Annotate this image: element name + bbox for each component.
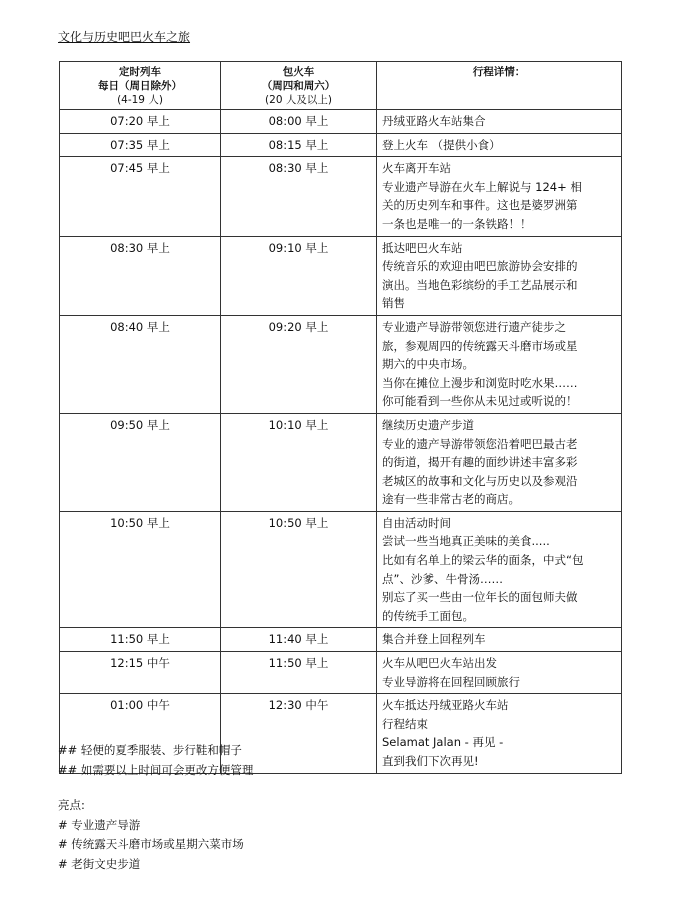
scheduled-time-cell: 12:15 中午 xyxy=(60,652,221,694)
header-charter-train-title: 包火车 xyxy=(282,66,315,78)
detail-line: Selamat Jalan - 再见 - xyxy=(382,735,504,750)
charter-time-cell: 10:10 早上 xyxy=(221,413,377,511)
scheduled-time-cell: 08:30 早上 xyxy=(60,236,221,315)
charter-time-cell: 10:50 早上 xyxy=(221,511,377,628)
notes xyxy=(58,740,253,780)
detail-line: 直到我们下次再见! xyxy=(382,754,479,768)
highlights xyxy=(58,796,244,874)
details-cell xyxy=(377,694,622,773)
header-charter-train xyxy=(221,62,377,110)
detail-line: 老城区的故事和文化与历史以及参观沿 xyxy=(382,473,578,488)
table-row xyxy=(60,628,622,652)
charter-time-cell: 12:30 中午 xyxy=(221,694,377,773)
header-scheduled-train-size: (4-19 人) xyxy=(117,94,163,106)
detail-line: 别忘了买一些由一位年长的面包师夫做 xyxy=(382,590,578,605)
details-cell xyxy=(377,133,622,157)
details-cell xyxy=(377,315,622,413)
charter-time-cell: 09:20 早上 xyxy=(221,315,377,413)
detail-line: 演出。当地色彩缤纷的手工艺品展示和 xyxy=(382,277,578,292)
scheduled-time-cell: 09:50 早上 xyxy=(60,413,221,511)
detail-line: 专业遗产导游在火车上解说与 124+ 相 xyxy=(382,179,582,194)
note-line: ## 轻便的夏季服装、步行鞋和帽子 xyxy=(58,743,242,757)
header-scheduled-train xyxy=(60,62,221,110)
detail-line: 传统音乐的欢迎由吧巴旅游协会安排的 xyxy=(382,259,578,274)
charter-time-cell: 08:30 早上 xyxy=(221,157,377,236)
table-row xyxy=(60,511,622,628)
scheduled-time-cell: 10:50 早上 xyxy=(60,511,221,628)
header-charter-train-size: (20 人及以上) xyxy=(265,94,332,106)
details-cell xyxy=(377,511,622,628)
charter-time-cell: 08:15 早上 xyxy=(221,133,377,157)
highlight-item: # 专业遗产导游 xyxy=(58,817,141,832)
table-row xyxy=(60,110,622,134)
detail-line: 旅，参观周四的传统露天斗磨市场或星 xyxy=(382,338,578,353)
detail-line: 火车从吧巴火车站出发 xyxy=(382,656,497,671)
table-row xyxy=(60,157,622,236)
detail-line: 继续历史遗产步道 xyxy=(382,417,474,432)
header-scheduled-train-title: 定时列车 xyxy=(119,66,161,78)
detail-line: 自由活动时间 xyxy=(382,515,451,530)
detail-line: 专业遗产导游带领您进行遗产徒步之 xyxy=(382,319,566,334)
detail-line: 集合并登上回程列车 xyxy=(382,632,486,647)
table-row xyxy=(60,315,622,413)
table-row xyxy=(60,652,622,694)
table-row xyxy=(60,413,622,511)
detail-line: 当你在摊位上漫步和浏览时吃水果…… xyxy=(382,375,578,390)
detail-line: 一条也是唯一的一条铁路！！ xyxy=(382,216,532,231)
detail-line: 点”、沙爹、牛骨汤…… xyxy=(382,571,503,586)
highlights-heading: 亮点: xyxy=(58,798,85,812)
detail-line: 登上火车 （提供小食） xyxy=(382,137,501,152)
itinerary-table xyxy=(59,61,622,774)
charter-time-cell: 08:00 早上 xyxy=(221,110,377,134)
header-scheduled-train-days: 每日（周日除外） xyxy=(98,80,182,92)
highlight-item: # 传统露天斗磨市场或星期六菜市场 xyxy=(58,837,244,851)
scheduled-time-cell: 11:50 早上 xyxy=(60,628,221,652)
details-cell xyxy=(377,157,622,236)
detail-line: 比如有名单上的梁云华的面条，中式“包 xyxy=(382,553,584,568)
detail-line: 尝试一些当地真正美味的美食..... xyxy=(382,534,550,549)
scheduled-time-cell: 07:35 早上 xyxy=(60,133,221,157)
details-cell xyxy=(377,652,622,694)
detail-line: 抵达吧巴火车站 xyxy=(382,240,463,255)
detail-line: 专业导游将在回程回顾旅行 xyxy=(382,674,520,689)
scheduled-time-cell: 07:20 早上 xyxy=(60,110,221,134)
detail-line: 销售 xyxy=(382,296,405,311)
detail-line: 关的历史列车和事件。这也是婆罗洲第 xyxy=(382,198,578,213)
detail-line: 丹绒亚路火车站集合 xyxy=(382,114,486,128)
charter-time-cell: 11:50 早上 xyxy=(221,652,377,694)
details-cell xyxy=(377,110,622,134)
table-header-row xyxy=(60,62,622,110)
detail-line: 的街道，揭开有趣的面纱讲述丰富多彩 xyxy=(382,455,578,470)
table-row xyxy=(60,133,622,157)
header-details-title: 行程详情： xyxy=(472,66,526,78)
details-cell xyxy=(377,236,622,315)
header-details xyxy=(377,62,622,110)
detail-line: 期六的中央市场。 xyxy=(382,357,474,372)
charter-time-cell: 09:10 早上 xyxy=(221,236,377,315)
document-title: 文化与历史吧巴火车之旅 xyxy=(58,30,191,44)
detail-line: 专业的遗产导游带领您沿着吧巴最古老 xyxy=(382,436,578,451)
scheduled-time-cell: 07:45 早上 xyxy=(60,157,221,236)
detail-line: 途有一些非常古老的商店。 xyxy=(382,492,520,507)
header-charter-train-days: （周四和周六） xyxy=(261,80,336,92)
scheduled-time-cell: 08:40 早上 xyxy=(60,315,221,413)
table-row xyxy=(60,236,622,315)
highlight-item: # 老街文史步道 xyxy=(58,856,141,871)
charter-time-cell: 11:40 早上 xyxy=(221,628,377,652)
note-line: ## 如需要以上时间可会更改方便管理 xyxy=(58,763,254,777)
detail-line: 火车抵达丹绒亚路火车站 xyxy=(382,698,509,713)
detail-line: 火车离开车站 xyxy=(382,161,451,176)
detail-line: 你可能看到一些你从未见过或听说的！ xyxy=(382,394,578,409)
details-cell xyxy=(377,628,622,652)
scheduled-time-cell: 01:00 中午 xyxy=(60,694,221,773)
detail-line: 行程结束 xyxy=(382,716,428,731)
detail-line: 的传统手工面包。 xyxy=(382,608,474,623)
details-cell xyxy=(377,413,622,511)
